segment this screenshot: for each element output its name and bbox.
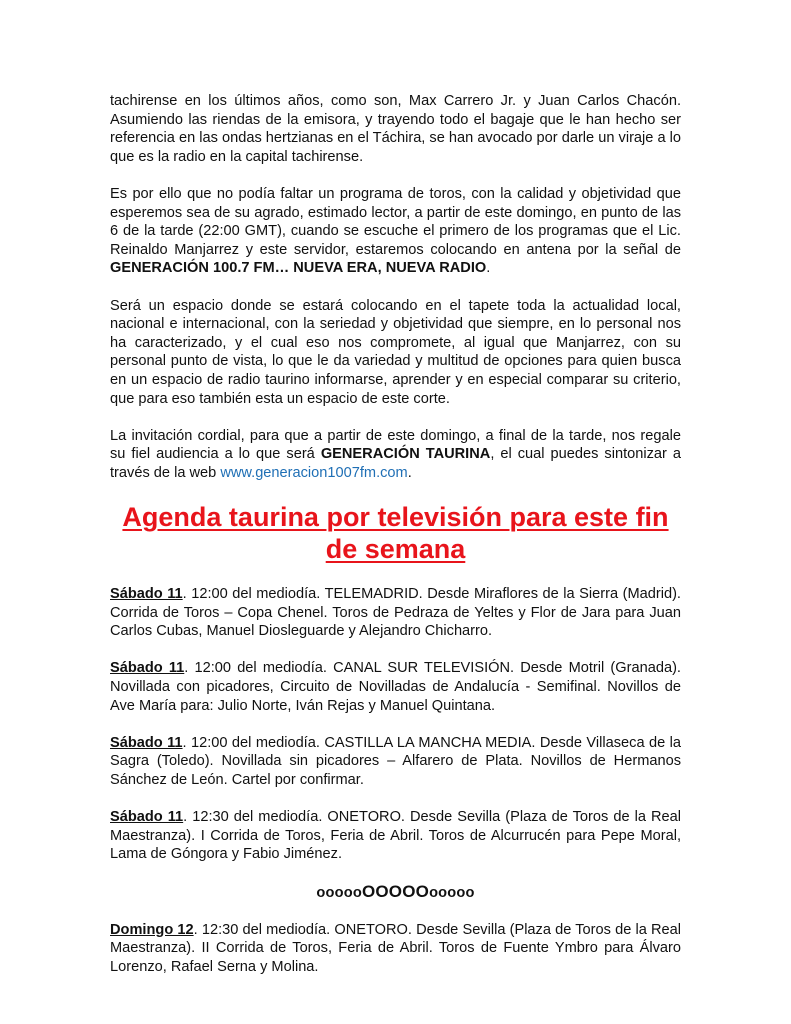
agenda-saturday-list <box>110 585 681 864</box>
website-link[interactable]: www.generacion1007fm.com <box>220 464 408 481</box>
station-name: GENERACIÓN 100.7 FM… NUEVA ERA, NUEVA RADIO <box>110 260 487 277</box>
paragraph-text: La invitación cordial, para que a partir de este domingo, a final de la tarde, nos regale su fiel audiencia a lo que será <box>110 427 681 463</box>
entry-day: Domingo 12 <box>110 921 194 938</box>
document-page <box>110 92 681 995</box>
paragraph-text: Es por ello que no podía faltar un programa de toros, con la calidad y objetividad que esperemos sea de su agrado, estimado lector, a partir de este domingo, en punto de las 6 de la tarde (22:00 GMT), cuando se escuche el primero de los programas que el Lic. Reinaldo Manjarrez y este servidor, estaremos colocando en antena por la señal de <box>110 185 681 258</box>
agenda-entry <box>110 659 681 715</box>
entry-day: Sábado 11 <box>110 734 183 751</box>
entry-text: . 12:30 del mediodía. ONETORO. Desde Sevilla (Plaza de Toros de la Real Maestranza). I Corrida de Toros, Feria de Abril. Toros de Alcurrucén para Pepe Moral, Lama de Góngora y Fabio Jiménez. <box>110 809 681 863</box>
program-name: GENERACIÓN TAURINA <box>320 446 491 463</box>
section-separator <box>110 883 681 903</box>
entry-day: Sábado 11 <box>110 660 185 677</box>
intro-paragraph-3: Será un espacio donde se estará colocando en el tapete toda la actualidad local, nacional e internacional, con la seriedad y objetividad que siempre, en lo personal nos ha caracterizado, y el cual eso nos compromete, al igual que Manjarrez, con su personal punto de vista, lo que le da variedad y multitud de opciones para quien busca en un espacio de radio taurino informarse, aprender y en especial comparar su criterio, que para eso también esta un espacio de este corte. <box>110 297 681 407</box>
entry-text: . 12:00 del mediodía. TELEMADRID. Desde Miraflores de la Sierra (Madrid). Corrida de Toros – Copa Chenel. Toros de Pedraza de Yeltes y Flor de Jara para Juan Carlos Cubas, Manuel Diosleguarde y Alejandro Chicharro. <box>110 586 681 640</box>
agenda-entry <box>110 921 681 977</box>
intro-paragraph-1: tachirense en los últimos años, como son, Max Carrero Jr. y Juan Carlos Chacón. Asumiendo las riendas de la emisora, y trayendo todo el bagaje que le han hecho ser referencia en las ondas hertzianas en el Táchira, se han avocado por darle un viraje a lo que es la radio en la capital tachirense. <box>110 93 681 165</box>
paragraph-end: . <box>486 260 491 277</box>
agenda-entry <box>110 585 681 641</box>
intro-paragraph-2 <box>110 185 681 278</box>
separator-middle: OOOOO <box>361 881 430 901</box>
entry-day: Sábado 11 <box>110 586 183 603</box>
agenda-title: Agenda taurina por televisión para este fin de semana <box>122 502 669 565</box>
intro-paragraph-4 <box>110 427 681 483</box>
agenda-sunday-list <box>110 921 681 977</box>
separator-left: ooooo <box>316 884 362 901</box>
entry-text: . 12:00 del mediodía. CASTILLA LA MANCHA MEDIA. Desde Villaseca de la Sagra (Toledo). Novillada sin picadores – Alfarero de Plata. Novillos de Hermanos Sánchez de León. Cartel por confirmar. <box>110 734 681 788</box>
agenda-entry <box>110 734 681 790</box>
entry-text: . 12:00 del mediodía. CANAL SUR TELEVISIÓN. Desde Motril (Granada). Novillada con picadores, Circuito de Novilladas de Andalucía - Semifinal. Novillos de Ave María para: Julio Norte, Iván Rejas y Manuel Quintana. <box>110 660 681 714</box>
paragraph-end: . <box>407 464 412 481</box>
separator-right: ooooo <box>429 884 475 901</box>
entry-day: Sábado 11 <box>110 809 184 826</box>
agenda-entry <box>110 808 681 864</box>
entry-text: . 12:30 del mediodía. ONETORO. Desde Sevilla (Plaza de Toros de la Real Maestranza). II Corrida de Toros, Feria de Abril. Toros de Fuente Ymbro para Álvaro Lorenzo, Rafael Serna y Molina. <box>110 921 682 975</box>
paragraph-text: , el cual puedes sintonizar a través de la web <box>110 446 681 481</box>
